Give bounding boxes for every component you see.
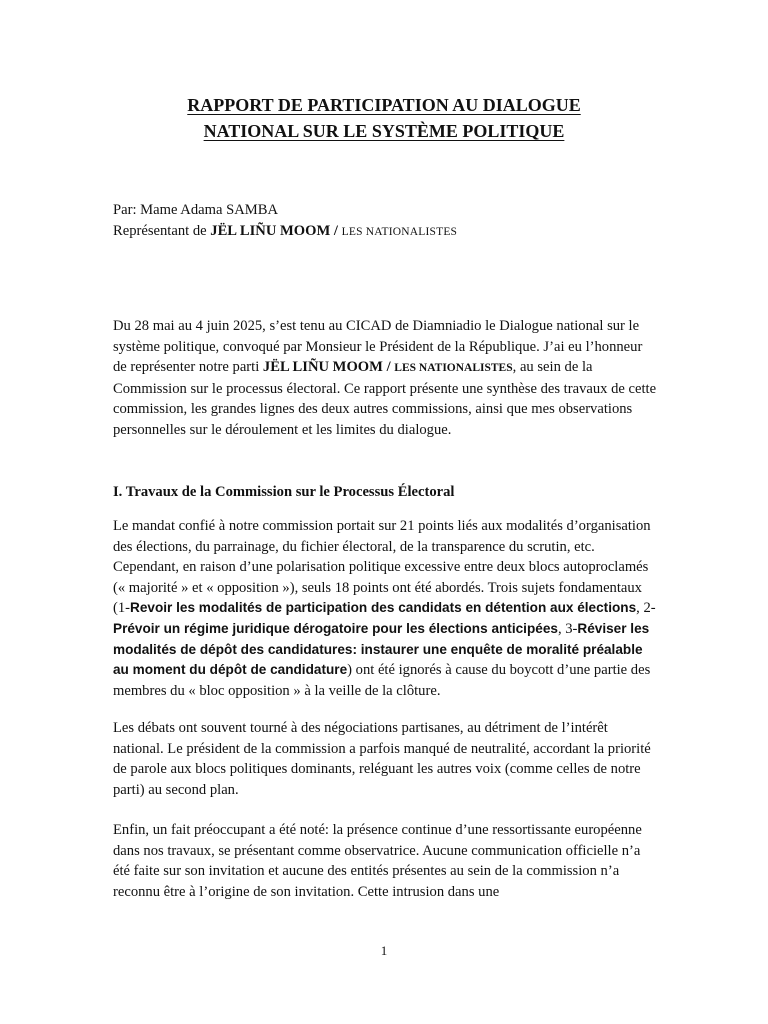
para1-text-e: ) ont été ignorés à cause du boycott d’une partie des membres du « bloc opposition » à la veille de la clôture. [113,662,651,699]
para2-text: Les débats ont souvent tourné à des négociations partisanes, au détriment de l’intérêt national. Le président de la commission a parfois manqué de neutralité, accordant la priorité de parole aux blocs politiques dominants, reléguant les autres voix (comme celles de notre parti) au second plan. [113,720,651,798]
page-number: 1 [380,943,388,958]
para1-text-a: Le mandat confié à notre commission portait sur 21 points liés aux modalités d’organisation des élections, du parrainage, du fichier électoral, de la transparence du scrutin, etc. Cependant, en raison d’une polarisation politique excessive entre deux blocs autoproclamés (« majorité » et « opposition »), seuls 18 points ont été abordés. Trois sujets fondamentaux (1- [113,518,651,617]
title-line-1: RAPPORT DE PARTICIPATION AU DIALOGUE [187,95,581,115]
representative-prefix: Représentant de [113,223,211,239]
party-name: JËL LIÑU MOOM / [210,223,342,239]
representative-line [113,221,457,243]
author-block [113,200,457,243]
author-line: Par: Mame Adama SAMBA [113,202,278,218]
para3-text: Enfin, un fait préoccupant a été noté: la présence continue d’une ressortissante européenne dans nos travaux, se présentant comme observatrice. Aucune communication officielle n’a été faite sur son invitation et aucune des entités présentes au sein de la commission n’a reconnu être à l’origine de son invitation. Cette intrusion dans une [113,822,642,900]
para1-point-2: Prévoir un régime juridique dérogatoire pour les élections anticipées [113,620,558,636]
paragraph-3 [113,820,658,902]
intro-text-a: Du 28 mai au 4 juin 2025, s’est tenu au CICAD de Diamniadio le Dialogue national sur le système politique, convoqué par Monsieur le Président de la République. J’ai eu l’honneur de représenter notre parti [113,318,643,376]
intro-party-name: JËL LIÑU MOOM / [262,359,395,376]
para1-text-c: , 2- [636,600,656,617]
para1-text-d: , 3- [557,620,578,637]
intro-paragraph [113,316,658,441]
paragraph-1 [113,516,658,701]
section-1-heading: I. Travaux de la Commission sur le Processus Électoral [113,484,455,500]
paragraph-2 [113,718,658,800]
intro-text-b: , au sein de la Commission sur le processus électoral. Ce rapport présente une synthèse des travaux de cette commission, les grandes lignes des deux autres commissions, ainsi que mes observations personnelles sur le déroulement et les limites du dialogue. [113,359,657,438]
intro-party-suffix: LES NATIONALISTES [394,362,513,375]
document-title [0,92,768,144]
party-suffix: LES NATIONALISTES [341,226,458,238]
para1-point-1: Revoir les modalités de participation des candidats en détention aux élections [130,600,637,616]
title-line-2: NATIONAL SUR LE SYSTÈME POLITIQUE [203,121,565,141]
para1-point-3: Réviser les modalités de dépôt des candidatures: instaurer une enquête de moralité préalable au moment du dépôt de candidature [113,620,650,678]
